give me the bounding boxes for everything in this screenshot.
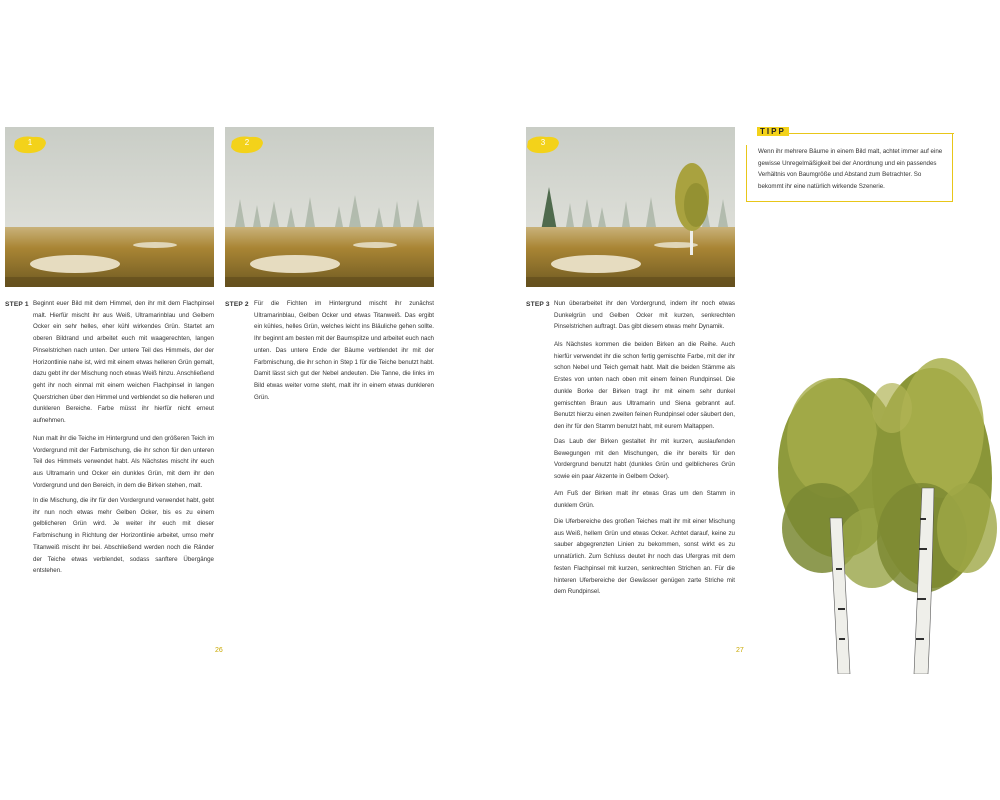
step-3-paragraph-1: Nun überarbeitet ihr den Vordergrund, indem ihr noch etwas Dunkelgrün und Gelben Ocker mit kurzen, senkrechten Pinselstrichen auftragt. Das gibt diesem etwas mehr Dynamik. bbox=[554, 300, 735, 331]
step-1-badge bbox=[13, 135, 47, 155]
step-3-label: STEP 3 bbox=[526, 301, 550, 308]
step-1-label: STEP 1 bbox=[5, 301, 29, 308]
step-3-badge-number: 3 bbox=[540, 138, 546, 147]
step-3-paragraph-5: Die Uferbereiche des großen Teiches malt ihr mit einer Mischung aus Weiß, hellem Grün und etwas Ocker. Achtet darauf, keine zu sauber abgegrenzten Linien zu bekommen, sonst wirkt es zu unnatürlich. Zum Schluss deutet ihr noch das Ufergras mit dem festen Flachpinsel mit kurzen, senkrechten Strichen an. Für die hinteren Uferbereiche der Gewässer genügen zarte Striche mit dem Rundpinsel. bbox=[554, 518, 735, 596]
step-1-badge-number: 1 bbox=[27, 138, 33, 147]
step-2-paragraph-1: Für die Fichten im Hintergrund mischt ihr zunächst Ultramarinblau, Gelben Ocker und etwas Titanweiß. Das ergibt ein kühles, helles Grün, welches leicht ins Bläuliche gehen sollte. Ihr beginnt am besten mit der Baumspitze und arbeitet euch nach unten. Das untere Ende der Bäume verblendet ihr mit der Farbmischung, die ihr schon in Step 1 für die Teiche benutzt habt. Damit lässt sich gut der Nebel andeuten. Die Tanne, die links im Bild etwas weiter vorne steht, malt ihr in einem etwas dunkleren Grün. bbox=[254, 300, 434, 401]
step-3-paragraph-4: Am Fuß der Birken malt ihr etwas Gras um den Stamm in dunklem Grün. bbox=[554, 490, 735, 509]
page-number-right: 27 bbox=[736, 647, 744, 654]
step-3-badge bbox=[526, 135, 560, 155]
step-3-paragraph-3: Das Laub der Birken gestaltet ihr mit kurzen, auslaufenden Bewegungen mit den Mischungen, die ihr bereits für den Vordergrund benutzt habt (dunkles Grün und gelblicheres Grün sowie ein paar Akzente in Gelbem Ocker). bbox=[554, 438, 735, 481]
step-2-label: STEP 2 bbox=[225, 301, 249, 308]
step-1-paragraph-2: Nun malt ihr die Teiche im Hintergrund und den größeren Teich im Vordergrund mit der Farbmischung, die ihr schon für den unteren Teil des Himmels verwendet habt. Als Nächstes mischt ihr euch aus Ultramarin und Ocker ein dunkles Grün, mit dem ihr den Vordergrund und den Bereich, in dem die Birken stehen, malt. bbox=[33, 435, 214, 489]
birch-foliage bbox=[778, 358, 997, 593]
step-2-badge bbox=[230, 135, 264, 155]
step-1-paragraph-3: In die Mischung, die ihr für den Vordergrund verwendet habt, gebt ihr nun noch etwas mehr Gelben Ocker, bis es zu einem gelblicheren Grün wird. Je weiter ihr euch mit dieser Farbmischung in Richtung der Horizontlinie arbeitet, umso mehr Titanweiß mischt ihr bei. Abschließend werden noch die Ränder der Teiche etwas verblendet, sodass sanftere Übergänge entstehen. bbox=[33, 497, 214, 575]
step-3-paragraph-2: Als Nächstes kommen die beiden Birken an die Reihe. Auch hierfür verwendet ihr die schon fertig gemischte Farbe, mit der ihr schon Nebel und Teich gemalt habt. Malt die beiden Stämme als Erstes von unten nach oben mit einem feinen Rundpinsel. Die dunkle Borke der Birken tragt ihr mit einem sehr dunkel gemischten Braun aus Ultramarin und Siena gebrannt auf. Benutzt hierzu einen zweiten feinen Rundpinsel oder säubert den, den ihr für den Stamm benutzt habt, mit eurem Maltappen. bbox=[554, 341, 735, 430]
step-1-paragraph-1: Beginnt euer Bild mit dem Himmel, den ihr mit dem Flachpinsel malt. Hierfür mischt ihr aus Weiß, Ultramarinblau und Gelbem Ocker ein sehr helles, eher kühl wirkendes Grün. Startet am oberen Bildrand und arbeitet euch mit waagerechten, langen Pinselstrichen nach unten. Der untere Teil des Himmels, der der Horizontlinie nahe ist, wird mit einem etwas helleren Grün gemalt, dazu gebt ihr der Mischung noch etwas Weiß hinzu. Anschließend geht ihr noch einmal mit einem weichen Flachpinsel in langen Querstrichen über den Himmel und verblendet so die helleren und dunkleren Bereiche. Farbe müsst ihr hierfür nicht erneut aufnehmen. bbox=[33, 300, 214, 425]
step-2-badge-number: 2 bbox=[244, 138, 250, 147]
tipp-text: Wenn ihr mehrere Bäume in einem Bild malt, achtet immer auf eine gewisse Unregelmäßigkeit bei der Anordnung und ein passendes Verhältnis von Baumgröße und Abstand zum Betrachter. So bekommt ihr eine natürlich wirkende Szenerie. bbox=[758, 148, 943, 190]
page-number-left: 26 bbox=[215, 647, 223, 654]
tipp-label: TIPP bbox=[757, 127, 789, 136]
birch-trees-illustration bbox=[772, 318, 1000, 674]
